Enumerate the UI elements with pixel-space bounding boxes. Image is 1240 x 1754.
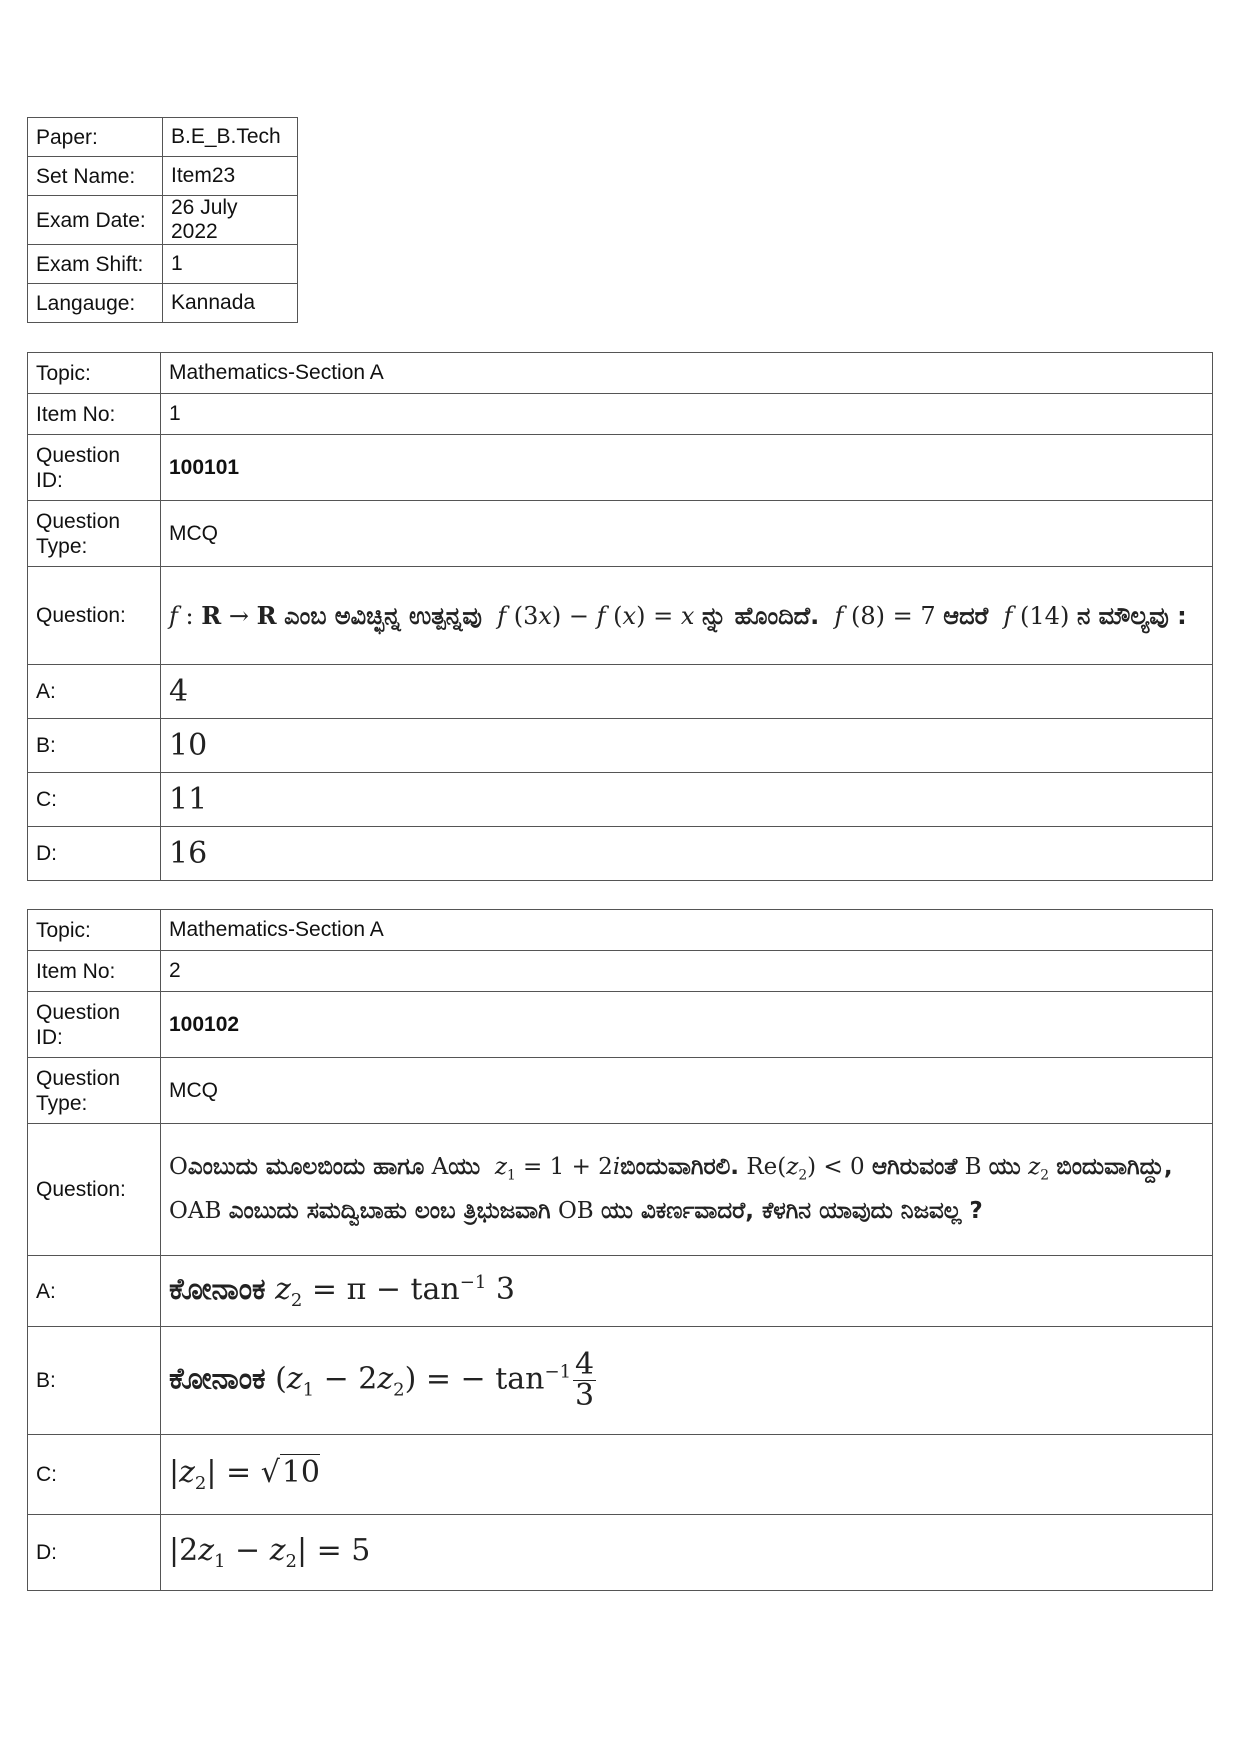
question-type-value: MCQ: [161, 501, 1213, 567]
question-type-label: Question Type:: [28, 501, 161, 567]
option-d-label: D:: [28, 1515, 161, 1591]
option-c-value: 11: [161, 773, 1213, 827]
language-value: Kannada: [163, 284, 298, 323]
question-text-part: ಎಂಬುದು ಮೂಲಬಿಂದು ಹಾಗೂ: [187, 1154, 425, 1181]
option-c-label: C:: [28, 1435, 161, 1515]
topic-label: Topic:: [28, 910, 161, 951]
question-text-part: ಆದರೆ: [943, 601, 989, 630]
question-type-value: MCQ: [161, 1058, 1213, 1124]
option-a-value: ಕೋನಾಂಕ $z_2 = \pi - \tan^{-1} 3$: [161, 1256, 1213, 1327]
question-id-value: 100102: [161, 992, 1213, 1058]
exam-date-value: 26 July 2022: [163, 196, 298, 245]
option-a-label: A:: [28, 1256, 161, 1327]
option-b-label: B:: [28, 719, 161, 773]
question-text: Oಎಂಬುದು ಮೂಲಬಿಂದು ಹಾಗೂ Aಯು $z_1 = 1$ + 2iಬಿಂದುವಾಗಿರಲಿ. $Re(z_2) < 0$ ಆಗಿರುವಂತೆ B ಯು $z_2$ ಬಿಂದುವಾಗಿದ್ದು, OAB ಎಂಬುದು ಸಮದ್ವಿಬಾಹು ಲಂಬ ತ್ರಿಭುಜವಾಗಿ OB ಯು ವಿಕರ್ಣವಾದರೆ, ಕೆಳಗಿನ ಯಾವುದು ನಿಜವಲ್ಲ ?: [161, 1124, 1213, 1256]
question-text-part: ಎಂಬ ಅವಿಚ್ಛಿನ್ನ ಉತ್ಪನ್ನವು: [284, 601, 482, 630]
exam-meta-table: [27, 117, 298, 323]
exam-date-label: Exam Date:: [28, 196, 163, 245]
question-text-part: ಯು: [988, 1154, 1021, 1181]
topic-value: Mathematics-Section A: [161, 910, 1213, 951]
question-text-part: ಬಿಂದುವಾಗಿದ್ದು,: [1056, 1154, 1173, 1181]
exam-shift-label: Exam Shift:: [28, 245, 163, 284]
option-a-label: A:: [28, 665, 161, 719]
option-prefix: ಕೋನಾಂಕ: [169, 1271, 266, 1307]
question-text-part: ನ ಮೌಲ್ಯವು :: [1076, 601, 1187, 630]
option-c-label: C:: [28, 773, 161, 827]
question-text-part: ಬಿಂದುವಾಗಿರಲಿ.: [620, 1154, 740, 1181]
option-b-label: B:: [28, 1327, 161, 1435]
question-type-label: Question Type:: [28, 1058, 161, 1124]
question-id-label: Question ID:: [28, 435, 161, 501]
item-no-value: 1: [161, 394, 1213, 435]
question-text-part: ಯು: [448, 1154, 481, 1181]
topic-label: Topic:: [28, 353, 161, 394]
paper-value: B.E_B.Tech: [163, 118, 298, 157]
item-no-value: 2: [161, 951, 1213, 992]
question-text-part: ಎಂಬುದು ಸಮದ್ವಿಬಾಹು ಲಂಬ ತ್ರಿಭುಜವಾಗಿ: [228, 1197, 551, 1224]
option-a-value: 4: [161, 665, 1213, 719]
option-b-value: ಕೋನಾಂಕ $(z_1 - 2z_2)$ = − $\tan^{-1}$ $\frac{4}{3}$: [161, 1327, 1213, 1435]
question-label: Question:: [28, 567, 161, 665]
option-c-value: $|z_2| = √10$: [161, 1435, 1213, 1515]
item-no-label: Item No:: [28, 394, 161, 435]
paper-label: Paper:: [28, 118, 163, 157]
question-text-part: ಯು ವಿಕರ್ಣವಾದರೆ, ಕೆಳಗಿನ ಯಾವುದು ನಿಜವಲ್ಲ ?: [601, 1197, 983, 1224]
question-2-table: [27, 909, 1213, 1591]
question-text: f : R → R ಎಂಬ ಅವಿಚ್ಛಿನ್ನ ಉತ್ಪನ್ನವು f (3x) − f (x) = x ನ್ನು ಹೊಂದಿದೆ. f (8) = 7 ಆದರೆ f (14) ನ ಮೌಲ್ಯವು :: [161, 567, 1213, 665]
exam-shift-value: 1: [163, 245, 298, 284]
set-name-value: Item23: [163, 157, 298, 196]
set-name-label: Set Name:: [28, 157, 163, 196]
option-d-value: $|2z_1 - z_2| = 5$: [161, 1515, 1213, 1591]
item-no-label: Item No:: [28, 951, 161, 992]
question-text-part: ನ್ನು ಹೊಂದಿದೆ.: [702, 601, 820, 630]
question-label: Question:: [28, 1124, 161, 1256]
question-text-part: ಆಗಿರುವಂತೆ: [871, 1154, 958, 1181]
language-label: Langauge:: [28, 284, 163, 323]
option-d-value: 16: [161, 827, 1213, 881]
option-b-value: 10: [161, 719, 1213, 773]
topic-value: Mathematics-Section A: [161, 353, 1213, 394]
question-1-table: [27, 352, 1213, 881]
question-id-value: 100101: [161, 435, 1213, 501]
question-id-label: Question ID:: [28, 992, 161, 1058]
option-prefix: ಕೋನಾಂಕ: [169, 1361, 266, 1397]
option-d-label: D:: [28, 827, 161, 881]
fraction: $\frac{4}{3}$: [575, 1347, 595, 1413]
